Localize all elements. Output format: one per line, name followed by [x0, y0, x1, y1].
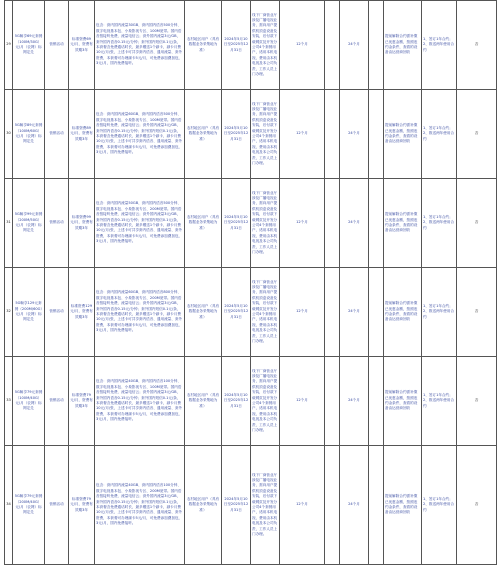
table-row: [5, 90, 497, 179]
plan-content: 包含：套内国内流量50GB、套内国内语音500分钟、数字电视基本包、小象影视专区、200M宽带。国内语音按接听免费，流量电信云；套外国内流量3元/GB，套外国内语音0.15元/分钟；套外国内短信0.1元/条，本套餐含免费通话时长，最多赠送1个副卡，副卡月费10元/月/张，上述卡可共享套内语音、通用流量、套外资费，本套餐可办理副卡5元/月，可免费添加叠加包，3元/月，国内免费接听。: [95, 179, 185, 268]
breach-terms: 提前解除合约需补缴已优惠金额，按照违约金条件，查看的设备由运营商回收: [384, 90, 422, 179]
handling-rules: 线下厂商营业厅涉及广播电视业务，需向用户提供机顶盒设备及安装，后付款下载网页及开发分公司4个套餐用户，适用本机电视，费用由本机电视及本公司负责，工作人员上门办理。: [251, 1, 280, 90]
plan-content: 包含：套内国内流量40GB、套内国内语音100分钟、数字电视基本包、小象影视专区、200M宽带。国内语音按接听免费，流量电信云；套外国内流量3元/GB，套外国内语音0.15元/分钟；套外国内短信0.1元/条，本套餐含免费通话时长，最多赠送1个副卡，副卡月费10元/月/张，上述卡可共享套内语音、通用流量、套外资费，本套餐可办理副卡5元/月，可免费添加叠加包，3元/月，国内免费接听。: [95, 446, 185, 565]
blank-cell: [369, 357, 384, 446]
valid-period: 2024年5月10日至2025年12月31日: [222, 90, 251, 179]
plan-name: 5G畅享129元套餐（200M/60G）元/月（农网）标网定兑: [13, 268, 45, 357]
channel: 营销活动: [45, 268, 69, 357]
plan-content: 包含：套内国内流量60GB、套内国内语音800分钟、数字电视基本包、小象影视专区、200M宽带。国内语音按接听免费，流量电信云；套外国内流量3元/GB，套外国内语音0.15元/分钟；套外国内短信0.1元/条，本套餐含免费通话时长，最多赠送1个副卡，副卡月费10元/月/张，上述卡可共享套内语音、通用流量、套外资费，本套餐可办理副卡5元/月，可免费添加叠加包，3元/月，国内免费接听。: [95, 268, 185, 357]
blank-cell: [369, 90, 384, 179]
applicable-scope: 农村地区用户（具有数据业务采集地为准）: [185, 1, 222, 90]
table-row: [5, 446, 497, 565]
channel: 营销活动: [45, 1, 69, 90]
applicable-scope: 农村地区用户（具有数据业务采集地为准）: [185, 179, 222, 268]
handling-rules: 线下厂商营业厅涉及广播电视业务，需向用户提供机顶盒设备及安装，后付款下载网页及开发分公司4个套餐用户，适用本机电视，费用由本机电视及本公司负责，工作人员上门办理。: [251, 179, 280, 268]
row-number: 29: [5, 1, 13, 90]
channel: 营销活动: [45, 179, 69, 268]
blank-cell: [325, 268, 340, 357]
tariff: 标准资费99元/月，资费有效期3年: [69, 179, 95, 268]
remark: 否: [457, 446, 497, 565]
row-number: 31: [5, 179, 13, 268]
other-notes: 1、签订1年合约；2、推送两年使用合约: [422, 1, 457, 90]
remark: 否: [457, 1, 497, 90]
row-number: 33: [5, 357, 13, 446]
exit-term: 24个月: [340, 446, 369, 565]
plan-content: 包含：套内国内流量30GB、套内国内语音500分钟、数字电视基本包、小象影视专区、100M宽带。国内语音按接听免费，流量电信云；套外国内流量3元/GB，套外国内语音0.15元/分钟；套外国内短信0.1元/条，本套餐含免费通话时长，最多赠送1个副卡，副卡月费10元/月/张，上述卡可共享套内语音、通用流量、套外资费，本套餐可办理副卡5元/月，可免费添加叠加包，3元/月，国内免费接听。: [95, 1, 185, 90]
valid-period: 2024年5月10日至2025年12月31日: [222, 357, 251, 446]
handling-rules: 线下厂商营业厅涉及广播电视业务，需向用户提供机顶盒设备及安装，后付款下载网页及开发分公司4个套餐用户，适用本机电视，费用由本机电视及本公司负责，工作人员上门办理。: [251, 268, 280, 357]
valid-period: 2024年5月10日至2025年12月31日: [222, 268, 251, 357]
table-row: [5, 1, 497, 90]
remark: 否: [457, 357, 497, 446]
remark: 否: [457, 90, 497, 179]
exit-term: 24个月: [340, 90, 369, 179]
tariff: 标准资费69元/月，资费有效期3年: [69, 1, 95, 90]
plan-name: 5G畅享89元套餐（100M/60G）元/月（农网）标网定兑: [13, 90, 45, 179]
plan-content: 包含：套内国内流量40GB、套内国内语音100分钟、数字电视基本包、小象影视专区、100M宽带。国内语音按接听免费，流量电信云；套外国内流量3元/GB，套外国内语音0.15元/分钟；套外国内短信0.1元/条，本套餐含免费通话时长，最多赠送1个副卡，副卡月费10元/月/张，上述卡可共享套内语音、通用流量、套外资费，本套餐可办理副卡5元/月，可免费添加叠加包，3元/月，国内免费接听。: [95, 357, 185, 446]
blank-cell: [325, 357, 340, 446]
breach-terms: 提前解除合约需补缴已优惠金额，按照违约金条件，查看的设备由运营商回收: [384, 357, 422, 446]
valid-period: 2024年5月10日至2025年12月31日: [222, 1, 251, 90]
exit-term: 24个月: [340, 357, 369, 446]
plan-name: 5G畅享69元套餐（100M/30G）元/月（农网）标网定兑: [13, 1, 45, 90]
channel: 营销活动: [45, 90, 69, 179]
blank-cell: [325, 179, 340, 268]
channel: 营销活动: [45, 357, 69, 446]
other-notes: 1、签订1年合约；2、推送两年使用合约: [422, 357, 457, 446]
blank-cell: [369, 268, 384, 357]
plan-name: 5G畅享79元套餐（100M/40G）元/月（农网）标网定兑: [13, 357, 45, 446]
blank-cell: [325, 446, 340, 565]
remark: 否: [457, 179, 497, 268]
breach-terms: 提前解除合约需补缴已优惠金额，按照违约金条件，查看的设备由运营商回收: [384, 179, 422, 268]
channel: 营销活动: [45, 446, 69, 565]
tariff-table: [4, 0, 497, 565]
other-notes: 1、签订1年合约；2、推送两年使用合约: [422, 179, 457, 268]
blank-cell: [325, 1, 340, 90]
other-notes: 1、签订1年合约；2、推送两年使用合约: [422, 446, 457, 565]
row-number: 34: [5, 446, 13, 565]
handling-rules: 线下厂商营业厅涉及广播电视业务，需向用户提供机顶盒设备及安装，后付款下载网页及开发分公司4个套餐用户，适用本机电视，费用由本机电视及本公司负责，工作人员上门办理。: [251, 90, 280, 179]
tariff: 标准资费79元/月，资费有效期3年: [69, 446, 95, 565]
other-notes: 1、签订1年合约；2、推送两年使用合约: [422, 268, 457, 357]
contract-term: 12个月: [280, 446, 325, 565]
remark: 否: [457, 268, 497, 357]
other-notes: 1、签订1年合约；2、推送两年使用合约: [422, 90, 457, 179]
contract-term: 12个月: [280, 90, 325, 179]
valid-period: 2024年5月10日至2025年12月31日: [222, 446, 251, 565]
valid-period: 2024年5月10日至2025年12月31日: [222, 179, 251, 268]
plan-name: 5G畅享99元套餐（200M/50G）元/月（农网）标网定兑: [13, 179, 45, 268]
breach-terms: 提前解除合约需补缴已优惠金额，按照违约金条件，查看的设备由运营商回收: [384, 1, 422, 90]
applicable-scope: 农村地区用户（具有数据业务采集地为准）: [185, 268, 222, 357]
applicable-scope: 农村地区用户（具有数据业务采集地为准）: [185, 357, 222, 446]
blank-cell: [369, 446, 384, 565]
contract-term: 12个月: [280, 268, 325, 357]
exit-term: 24个月: [340, 1, 369, 90]
blank-cell: [369, 1, 384, 90]
table-row: [5, 357, 497, 446]
exit-term: 24个月: [340, 179, 369, 268]
row-number: 30: [5, 90, 13, 179]
breach-terms: 提前解除合约需补缴已优惠金额，按照违约金条件，查看的设备由运营商回收: [384, 268, 422, 357]
tariff: 标准资费89元/月，资费有效期3年: [69, 90, 95, 179]
table-row: [5, 179, 497, 268]
contract-term: 12个月: [280, 179, 325, 268]
breach-terms: 提前解除合约需补缴已优惠金额，按照违约金条件，查看的设备由运营商回收: [384, 446, 422, 565]
handling-rules: 线下厂商营业厅涉及广播电视业务，需向用户提供机顶盒设备及安装，后付款下载网页及开发分公司4个套餐用户，适用本机电视，费用由本机电视及本公司负责，工作人员上门办理。: [251, 446, 280, 565]
tariff: 标准资费129元/月，资费有效期3年: [69, 268, 95, 357]
applicable-scope: 农村地区用户（具有数据业务采集地为准）: [185, 90, 222, 179]
applicable-scope: 农村地区用户（具有数据业务采集地为准）: [185, 446, 222, 565]
exit-term: 24个月: [340, 268, 369, 357]
plan-content: 包含：套内国内流量60GB、套内国内语音500分钟、数字电视基本包、小象影视专区、100M宽带。国内语音按接听免费，流量电信云；套外国内流量3元/GB，套外国内语音0.15元/分钟；套外国内短信0.1元/条，本套餐含免费通话时长，最多赠送1个副卡，副卡月费10元/月/张，上述卡可共享套内语音、通用流量、套外资费，本套餐可办理副卡5元/月，可免费添加叠加包，3元/月，国内免费接听。: [95, 90, 185, 179]
contract-term: 12个月: [280, 1, 325, 90]
tariff: 标准资费79元/月，资费有效期3年: [69, 357, 95, 446]
row-number: 32: [5, 268, 13, 357]
blank-cell: [325, 90, 340, 179]
table-row: [5, 268, 497, 357]
handling-rules: 线下厂商营业厅涉及广播电视业务，需向用户提供机顶盒设备及安装，后付款下载网页及开发分公司4个套餐用户，适用本机电视，费用由本机电视及本公司负责，工作人员上门办理。: [251, 357, 280, 446]
blank-cell: [369, 179, 384, 268]
contract-term: 12个月: [280, 357, 325, 446]
plan-name: 5G畅享79元套餐（200M/40G）元/月（农网）标网定兑: [13, 446, 45, 565]
